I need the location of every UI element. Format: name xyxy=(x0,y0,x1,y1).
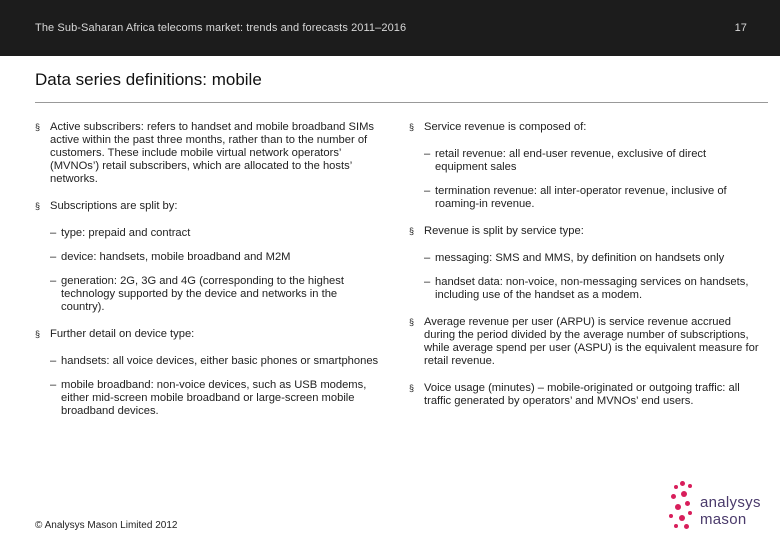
logo-dot xyxy=(674,524,678,528)
header-bar xyxy=(0,0,780,56)
copyright-notice: © Analysys Mason Limited 2012 xyxy=(35,520,178,531)
logo-dot xyxy=(674,485,678,489)
bullet-marker: § xyxy=(35,329,41,339)
right-column xyxy=(409,121,759,422)
bullet-text: Active subscribers: refers to handset and mobile broadband SIMs active within the past three months, rather than to the number of customers. These include mobile virtual network operators’ (MVNOs’) retail subscribers, which are allocated to the hosts’ networks. xyxy=(50,121,374,185)
sub-item-device xyxy=(35,251,380,264)
bullet-voice-usage xyxy=(409,382,759,408)
logo-dot xyxy=(681,491,687,497)
title-divider xyxy=(35,102,768,103)
sub-item-text: handsets: all voice devices, either basic phones or smartphones xyxy=(61,355,379,367)
logo-text-analysys: analysys xyxy=(700,494,761,511)
bullet-text: Subscriptions are split by: xyxy=(50,200,178,212)
logo-dot xyxy=(688,484,692,488)
sub-item-text: mobile broadband: non-voice devices, such as USB modems, either mid-screen mobile broadband or large-screen mobile broadband devices. xyxy=(61,379,367,417)
bullet-text: Average revenue per user (ARPU) is service revenue accrued during the period divided by the average number of subscriptions, while average spend per user (ASPU) is the equivalent measure for retail revenue. xyxy=(424,316,759,367)
dash-marker: – xyxy=(424,185,431,197)
sub-item-handset-data xyxy=(409,276,759,302)
sub-item-messaging xyxy=(409,252,759,265)
dash-marker: – xyxy=(424,252,431,264)
analysys-mason-logo xyxy=(668,478,773,533)
sub-item-text: generation: 2G, 3G and 4G (corresponding to the highest technology supported by the device and networks in the country). xyxy=(61,275,344,313)
sub-item-text: handset data: non-voice, non-messaging services on handsets, including use of the handset as a modem. xyxy=(435,276,749,301)
sub-item-text: retail revenue: all end-user revenue, exclusive of direct equipment sales xyxy=(435,148,707,173)
bullet-text: Voice usage (minutes) – mobile-originated or outgoing traffic: all traffic generated by operators’ and MVNOs’ end users. xyxy=(424,382,740,407)
dash-marker: – xyxy=(424,276,431,288)
bullet-marker: § xyxy=(409,317,415,327)
bullet-marker: § xyxy=(409,383,415,393)
dash-marker: – xyxy=(424,148,431,160)
bullet-subscriptions-split xyxy=(35,200,380,213)
logo-dot xyxy=(685,501,690,506)
dash-marker: – xyxy=(50,355,57,367)
logo-dot xyxy=(671,494,676,499)
dash-marker: – xyxy=(50,227,57,239)
bullet-revenue-split xyxy=(409,225,759,238)
logo-dot xyxy=(679,515,685,521)
report-title: The Sub-Saharan Africa telecoms market: trends and forecasts 2011–2016 xyxy=(35,22,407,34)
bullet-service-revenue xyxy=(409,121,759,134)
page-number: 17 xyxy=(734,22,747,34)
bullet-device-detail xyxy=(35,328,380,341)
bullet-arpu xyxy=(409,316,759,368)
sub-item-mobile-broadband xyxy=(35,379,380,418)
dash-marker: – xyxy=(50,275,57,287)
sub-item-generation xyxy=(35,275,380,314)
sub-item-termination-revenue xyxy=(409,185,759,211)
sub-item-text: messaging: SMS and MMS, by definition on handsets only xyxy=(435,252,725,264)
logo-dot xyxy=(675,504,681,510)
bullet-marker: § xyxy=(409,122,415,132)
bullet-active-subscribers xyxy=(35,121,380,186)
page-title: Data series definitions: mobile xyxy=(35,70,262,89)
bullet-marker: § xyxy=(409,226,415,236)
sub-item-type xyxy=(35,227,380,240)
left-column xyxy=(35,121,380,429)
logo-dot xyxy=(688,511,692,515)
sub-item-text: type: prepaid and contract xyxy=(61,227,191,239)
dash-marker: – xyxy=(50,251,57,263)
bullet-marker: § xyxy=(35,201,41,211)
bullet-text: Revenue is split by service type: xyxy=(424,225,584,237)
bullet-text: Further detail on device type: xyxy=(50,328,195,340)
logo-text-mason: mason xyxy=(700,511,747,528)
bullet-text: Service revenue is composed of: xyxy=(424,121,587,133)
sub-item-text: termination revenue: all inter-operator revenue, inclusive of roaming-in revenue. xyxy=(435,185,727,210)
sub-item-retail-revenue xyxy=(409,148,759,174)
logo-dot xyxy=(669,514,673,518)
sub-item-text: device: handsets, mobile broadband and M2M xyxy=(61,251,291,263)
sub-item-handsets xyxy=(35,355,380,368)
logo-dot xyxy=(684,524,689,529)
logo-dot xyxy=(680,481,685,486)
bullet-marker: § xyxy=(35,122,41,132)
dash-marker: – xyxy=(50,379,57,391)
